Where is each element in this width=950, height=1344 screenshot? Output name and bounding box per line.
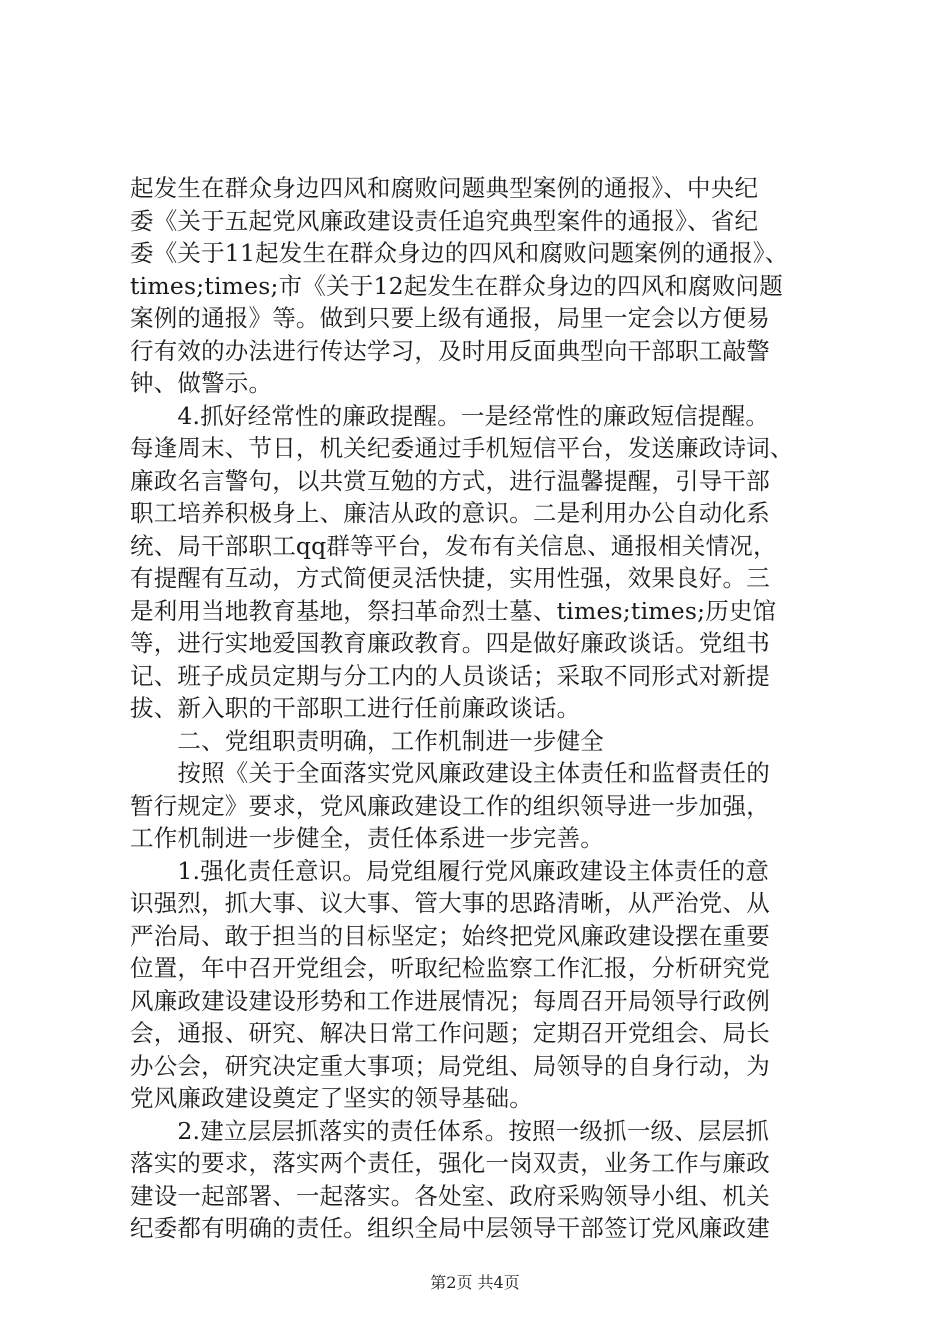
text-line: 纪委都有明确的责任。组织全局中层领导干部签订党风廉政建: [130, 1214, 770, 1242]
text-line: 委《关于五起党风廉政建设责任追究典型案件的通报》、省纪: [130, 206, 759, 235]
text-line: 等，进行实地爱国教育廉政教育。四是做好廉政谈话。党组书: [130, 629, 770, 657]
text-line: 会，通报、研究、解决日常工作问题；定期召开党组会、局长: [130, 1019, 770, 1047]
text-line: 暂行规定》要求，党风廉政建设工作的组织领导进一步加强，: [130, 791, 770, 820]
text-line: 1.强化责任意识。局党组履行党风廉政建设主体责任的意: [130, 856, 770, 885]
text-line: 落实的要求，落实两个责任，强化一岗双责，业务工作与廉政: [130, 1149, 770, 1177]
text-line: 建设一起部署、一起落实。各处室、政府采购领导小组、机关: [130, 1181, 770, 1210]
text-line: 识强烈，抓大事、议大事、管大事的思路清晰，从严治党、从: [130, 889, 770, 917]
text-line: 风廉政建设建设形势和工作进展情况；每周召开局领导行政例: [130, 986, 770, 1015]
text-line: 工作机制进一步健全，责任体系进一步完善。: [130, 824, 604, 852]
text-line: 统、局干部职工qq群等平台，发布有关信息、通报相关情况，: [130, 531, 777, 560]
page-footer: 第2页 共4页: [430, 1273, 520, 1292]
text-line: 廉政名言警句，以共赏互勉的方式，进行温馨提醒，引导干部: [130, 466, 770, 495]
text-line: 记、班子成员定期与分工内的人员谈话；采取不同形式对新提: [130, 661, 770, 690]
text-line: 钟、做警示。: [130, 369, 273, 397]
text-line: times;times;市《关于12起发生在群众身边的四风和腐败问题: [130, 271, 783, 300]
document-body: [130, 172, 830, 1245]
text-line: 党风廉政建设奠定了坚实的领导基础。: [130, 1084, 533, 1112]
text-line: 4.抓好经常性的廉政提醒。一是经常性的廉政短信提醒。: [130, 401, 770, 430]
text-line: 办公会，研究决定重大事项；局党组、局领导的自身行动，为: [130, 1051, 770, 1080]
text-line: 二、党组职责明确，工作机制进一步健全: [130, 726, 604, 755]
text-line: 委《关于11起发生在群众身边的四风和腐败问题案例的通报》、: [130, 239, 789, 267]
text-line: 拔、新入职的干部职工进行任前廉政谈话。: [130, 694, 581, 722]
text-line: 严治局、敢于担当的目标坚定；始终把党风廉政建设摆在重要: [130, 921, 770, 950]
text-line: 位置，年中召开党组会，听取纪检监察工作汇报，分析研究党: [130, 954, 770, 982]
text-line: 起发生在群众身边四风和腐败问题典型案例的通报》、中央纪: [130, 174, 759, 202]
text-line: 有提醒有互动，方式简便灵活快捷，实用性强，效果良好。三: [130, 564, 770, 592]
text-line: 2.建立层层抓落实的责任体系。按照一级抓一级、层层抓: [130, 1116, 770, 1145]
text-line: 按照《关于全面落实党风廉政建设主体责任和监督责任的: [130, 759, 770, 787]
text-line: 行有效的办法进行传达学习，及时用反面典型向干部职工敲警: [130, 336, 770, 365]
text-line: 每逢周末、节日，机关纪委通过手机短信平台，发送廉政诗词、: [130, 434, 794, 462]
text-line: 案例的通报》等。做到只要上级有通报，局里一定会以方便易: [130, 304, 770, 332]
text-line: 职工培养积极身上、廉洁从政的意识。二是利用办公自动化系: [130, 499, 770, 527]
text-line: 是利用当地教育基地，祭扫革命烈士墓、times;times;历史馆: [130, 596, 777, 625]
